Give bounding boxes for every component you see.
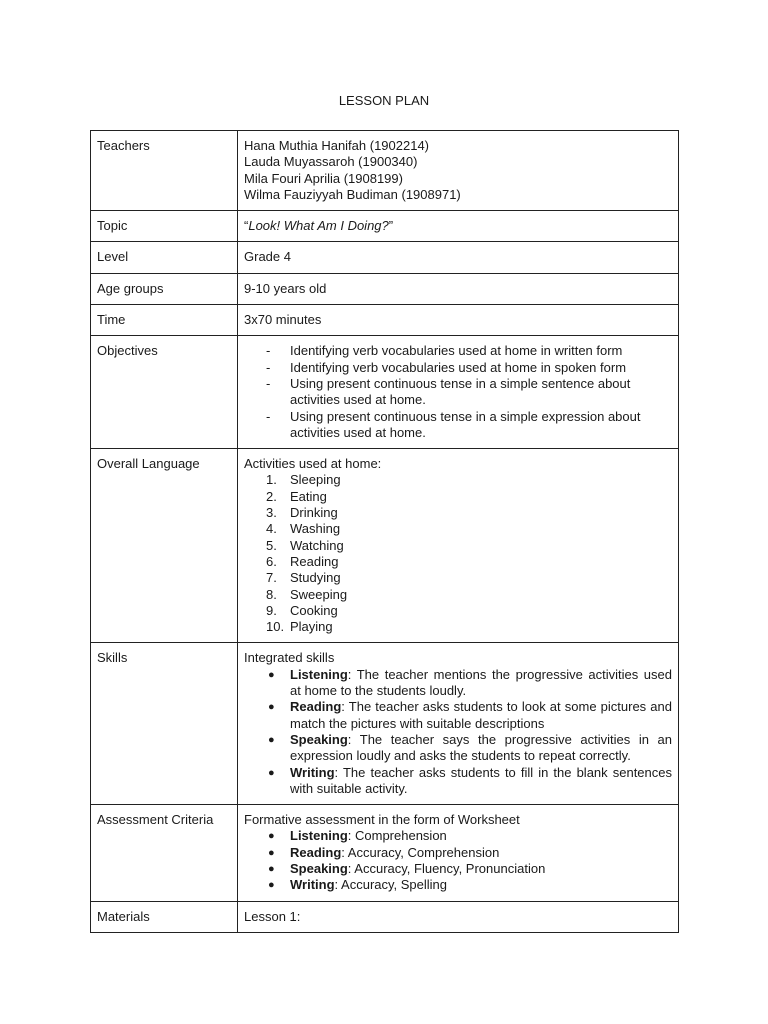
table-row-level: [91, 242, 679, 273]
table-row-assessment-criteria: [91, 805, 679, 901]
list-number: 4.: [266, 521, 277, 537]
activity-text: Studying: [290, 570, 341, 586]
objective-text: Using present continuous tense in a simple expression about activities used at home.: [290, 408, 641, 440]
list-number: 1.: [266, 472, 277, 488]
list-item: [244, 699, 672, 732]
table-row-time: [91, 305, 679, 336]
row-label-level: Level: [91, 242, 238, 273]
list-item: [244, 828, 672, 844]
dash-marker: -: [266, 343, 271, 359]
teacher-name: Wilma Fauziyyah Budiman (1908971): [244, 186, 461, 202]
table-row-objectives: [91, 336, 679, 449]
row-label-objectives: Objectives: [91, 336, 238, 449]
teacher-name: Lauda Muyassaroh (1900340): [244, 154, 418, 170]
list-item: [244, 603, 672, 619]
row-label-assessment-criteria: Assessment Criteria: [91, 805, 238, 901]
skill-description: : The teacher says the progressive activities in an expression loudly and asks the students to repeat correctly.: [290, 731, 672, 764]
list-item: [244, 765, 672, 798]
activity-text: Washing: [290, 521, 341, 537]
document-title: LESSON PLAN: [338, 93, 430, 108]
skill-term: Speaking: [290, 731, 348, 747]
list-item: [244, 521, 672, 537]
row-value-topic: [238, 211, 679, 242]
activity-text: Reading: [290, 553, 339, 569]
bullet-icon: ●: [268, 879, 275, 892]
list-item: [244, 376, 672, 409]
objective-text: Identifying verb vocabularies used at home in written form: [290, 343, 623, 359]
activity-text: Playing: [290, 619, 333, 635]
activity-text: Eating: [290, 488, 327, 504]
table-row-teachers: [91, 131, 679, 211]
dash-marker: -: [266, 359, 271, 375]
list-item: [244, 489, 672, 505]
assessment-term: Writing: [290, 877, 335, 893]
table-row-skills: [91, 643, 679, 805]
skills-list: [244, 667, 672, 797]
list-item: [244, 472, 672, 488]
list-item: [244, 667, 672, 700]
teacher-name: Hana Muthia Hanifah (1902214): [244, 138, 430, 153]
assessment-term: Listening: [290, 828, 348, 844]
lesson-plan-table: [90, 130, 679, 933]
activity-text: Sleeping: [290, 472, 341, 488]
topic-quote-open: “: [244, 218, 249, 234]
list-item: [244, 861, 672, 877]
objective-text: Identifying verb vocabularies used at home in spoken form: [290, 359, 627, 375]
skill-description: : The teacher asks students to look at some pictures and match the pictures with suitable descriptions: [290, 699, 672, 731]
list-item: [244, 570, 672, 586]
list-item: [244, 538, 672, 554]
row-label-skills: Skills: [91, 643, 238, 805]
list-item: [244, 845, 672, 861]
skill-description: : The teacher asks students to fill in the blank sentences with suitable activity.: [290, 764, 672, 796]
activity-text: Cooking: [290, 602, 338, 618]
row-value-level: Grade 4: [238, 242, 679, 273]
list-number: 8.: [266, 586, 277, 602]
row-value-time: 3x70 minutes: [238, 305, 679, 336]
list-number: 7.: [266, 570, 277, 586]
skills-intro: Integrated skills: [244, 650, 335, 666]
row-label-overall-language: Overall Language: [91, 449, 238, 643]
list-item: [244, 554, 672, 570]
row-value-assessment-criteria: [238, 805, 679, 901]
assessment-term: Speaking: [290, 860, 348, 876]
bullet-icon: ●: [268, 830, 275, 843]
skill-description: : The teacher mentions the progressive activities used at home to the students loudly.: [290, 666, 672, 699]
list-item: [244, 877, 672, 893]
row-value-overall-language: [238, 449, 679, 643]
assessment-description: : Comprehension: [347, 828, 447, 844]
assessment-term: Reading: [290, 844, 342, 860]
skill-term: Reading: [290, 699, 342, 715]
assessment-description: : Accuracy, Fluency, Pronunciation: [347, 860, 546, 876]
table-row-age-groups: [91, 273, 679, 304]
objectives-list: [244, 343, 672, 441]
topic-title: Look! What Am I Doing?: [248, 218, 389, 234]
activity-text: Drinking: [290, 505, 338, 521]
table-row-topic: [91, 211, 679, 242]
objective-text: Using present continuous tense in a simple sentence about activities used at home.: [290, 375, 631, 408]
row-value-skills: [238, 643, 679, 805]
row-value-teachers: [238, 131, 679, 211]
list-number: 5.: [266, 537, 277, 553]
list-item: [244, 409, 672, 442]
table-row-overall-language: [91, 449, 679, 643]
list-item: [244, 360, 672, 376]
row-label-time: Time: [91, 305, 238, 336]
list-number: 9.: [266, 602, 277, 618]
bullet-icon: ●: [268, 862, 275, 875]
row-label-materials: Materials: [91, 901, 238, 932]
list-number: 10.: [266, 619, 285, 635]
bullet-icon: ●: [268, 766, 275, 779]
dash-marker: -: [266, 408, 271, 424]
row-label-teachers: Teachers: [91, 131, 238, 211]
assessment-intro: Formative assessment in the form of Worksheet: [244, 812, 520, 828]
activity-text: Watching: [290, 537, 344, 553]
assessment-description: : Accuracy, Comprehension: [341, 844, 500, 860]
assessment-list: [244, 828, 672, 893]
row-value-age-groups: 9-10 years old: [238, 273, 679, 304]
dash-marker: -: [266, 375, 271, 391]
row-label-age-groups: Age groups: [91, 273, 238, 304]
table-row-materials: [91, 901, 679, 932]
row-label-topic: Topic: [91, 211, 238, 242]
bullet-icon: ●: [268, 668, 275, 681]
bullet-icon: ●: [268, 846, 275, 859]
list-number: 3.: [266, 505, 277, 521]
list-number: 2.: [266, 488, 277, 504]
skill-term: Writing: [290, 764, 335, 780]
list-item: [244, 343, 672, 359]
activity-text: Sweeping: [290, 586, 348, 602]
list-item: [244, 505, 672, 521]
teacher-name: Mila Fouri Aprilia (1908199): [244, 170, 403, 186]
skill-term: Listening: [290, 666, 348, 682]
topic-quote-close: ”: [388, 218, 394, 234]
bullet-icon: ●: [268, 701, 275, 714]
list-item: [244, 587, 672, 603]
list-item: [244, 619, 672, 635]
overall-language-intro: Activities used at home:: [244, 456, 382, 472]
bullet-icon: ●: [268, 733, 275, 746]
list-item: [244, 732, 672, 765]
row-value-materials: Lesson 1:: [238, 901, 679, 932]
activities-list: [244, 472, 672, 635]
assessment-description: : Accuracy, Spelling: [334, 877, 448, 893]
list-number: 6.: [266, 553, 277, 569]
row-value-objectives: [238, 336, 679, 449]
